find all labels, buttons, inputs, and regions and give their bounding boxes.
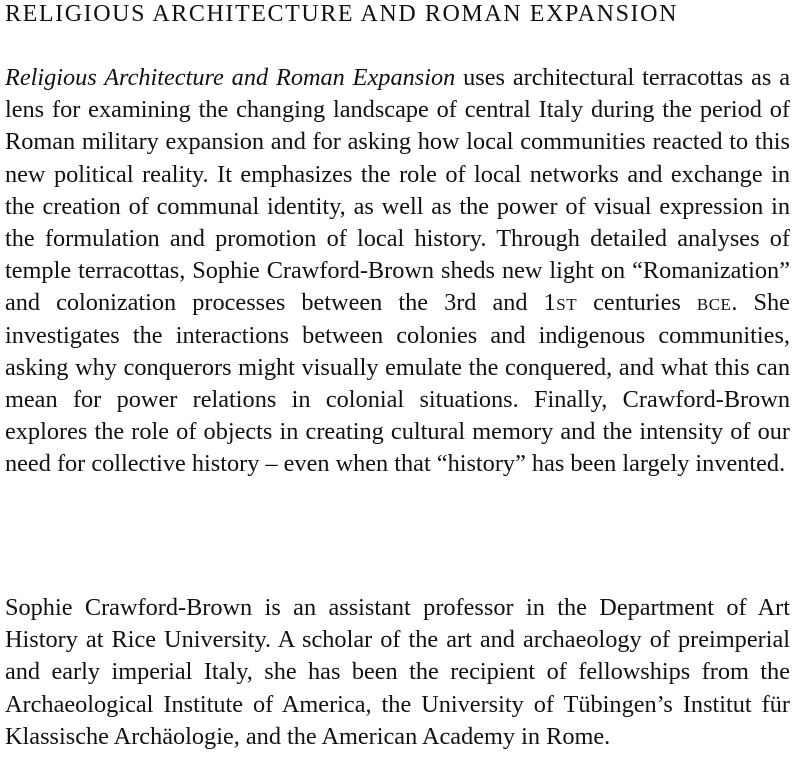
ordinal-1st: 1st bbox=[543, 289, 578, 317]
description-text-centuries: centuries bbox=[577, 289, 697, 317]
book-title-heading: RELIGIOUS ARCHITECTURE AND ROMAN EXPANSION bbox=[5, 1, 679, 27]
author-bio-paragraph: Sophie Crawford-Brown is an assistant professor in the Department of Art History at Rice University. A scholar of the art and archaeology of preimperial and early imperial Italy, she has been the recipient of fellowships from the Archaeological Institute of America, the University of Tübingen’s Institut für Klassische Archäologie, and the American Academy in Rome. bbox=[5, 594, 790, 750]
description-text-2: . She investigates the interactions between colonies and indigenous communities, asking why conquerors might visually emulate the conquered, and what this can mean for power relations in colonial situations. Finally, Crawford-Brown explores the role of objects in creating cultural memory and the intensity of our need for collective history – even when that “history” has been largely invented. bbox=[5, 289, 790, 478]
book-description-paragraph bbox=[5, 62, 790, 481]
description-text-and: and bbox=[476, 289, 544, 317]
book-title-italic: Religious Architecture and Roman Expansion bbox=[5, 64, 456, 91]
description-text-1: uses architectural terracottas as a lens for examining the changing landscape of central Italy during the period of Roman military expansion and for asking how local communities reacted to this new political reality. It emphasizes the role of local networks and exchange in the creation of communal identity, as well as the power of visual expression in the formulation and promotion of local history. Through detailed analyses of temple terracottas, Sophie Crawford-Brown sheds new light on “Romanization” and colonization processes between the bbox=[5, 64, 790, 317]
ordinal-3rd: 3rd bbox=[444, 289, 477, 317]
era-abbreviation: bce bbox=[696, 289, 732, 317]
